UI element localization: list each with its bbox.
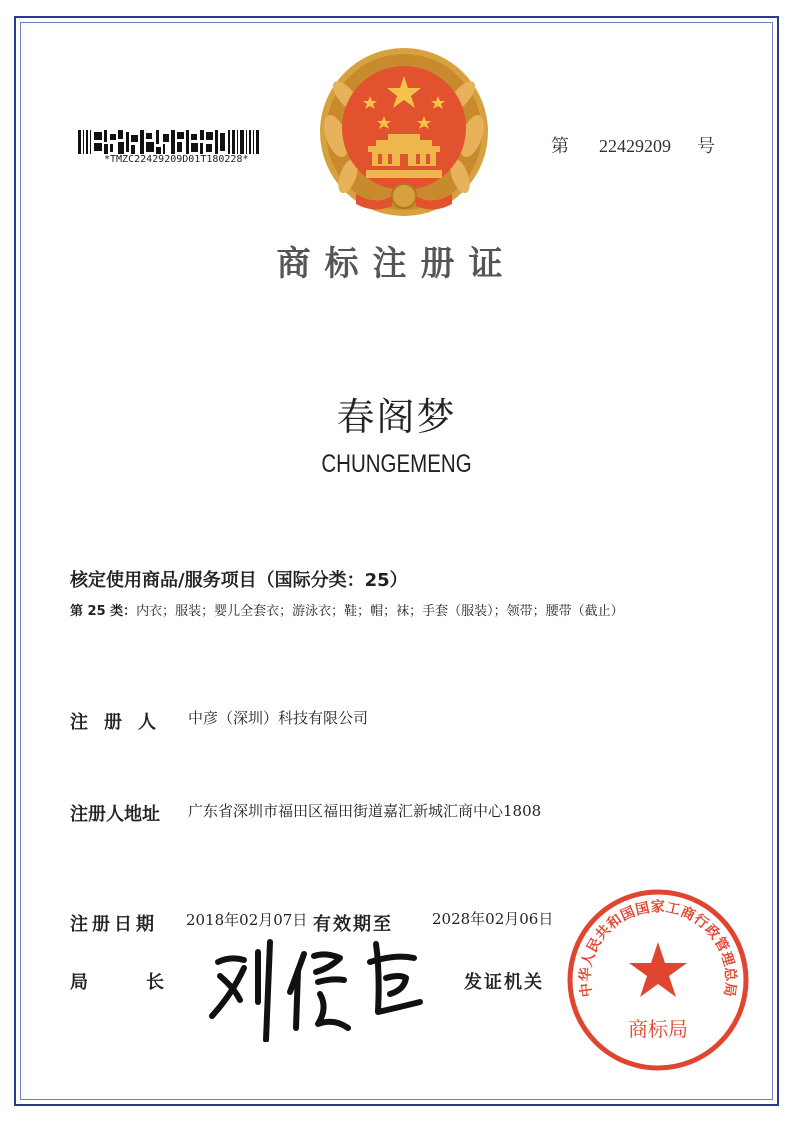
scope-items: 内衣；服装；婴儿全套衣；游泳衣；鞋；帽；袜；手套（服装）；领带；腰带（截止） xyxy=(136,604,624,619)
seal-inner-text: 商标局 xyxy=(628,1017,688,1041)
address-label: 注册人地址 xyxy=(70,804,160,825)
trademark-chinese: 春阁梦 xyxy=(336,395,457,439)
number-suffix: 号 xyxy=(697,136,715,157)
registration-date-value: 2018年02月07日 xyxy=(186,911,308,929)
registrant-label: 注册人 xyxy=(70,712,172,733)
official-seal xyxy=(564,886,752,1074)
barcode xyxy=(78,130,268,154)
barcode-text: *TMZC22429209D01T180228* xyxy=(104,154,249,165)
chief-label-second: 长 xyxy=(146,972,164,993)
valid-until-label: 有效期至 xyxy=(313,914,393,935)
valid-until-value: 2028年02月06日 xyxy=(432,910,554,928)
trademark-english: CHUNGEMENG xyxy=(321,450,472,478)
number-prefix: 第 xyxy=(551,136,569,157)
number-value: 22429209 xyxy=(599,136,671,156)
national-emblem xyxy=(316,46,492,222)
certificate-number xyxy=(551,132,715,158)
certificate-title: 商标注册证 xyxy=(276,244,517,284)
chief-label-first: 局 xyxy=(70,972,88,993)
scope-title: 核定使用商品/服务项目（国际分类：25） xyxy=(70,570,408,591)
scope-items-line xyxy=(70,600,624,619)
address-value: 广东省深圳市福田区福田街道嘉汇新城汇商中心1808 xyxy=(188,802,542,820)
registration-date-label: 注册日期 xyxy=(70,914,158,935)
registrant-value: 中彦（深圳）科技有限公司 xyxy=(188,709,369,727)
class-label: 第 25 类： xyxy=(70,604,137,619)
issuing-authority-label: 发证机关 xyxy=(464,972,544,993)
seal-outer-text: 中华人民共和国国家工商行政管理总局 xyxy=(577,899,739,999)
director-signature xyxy=(200,932,436,1042)
